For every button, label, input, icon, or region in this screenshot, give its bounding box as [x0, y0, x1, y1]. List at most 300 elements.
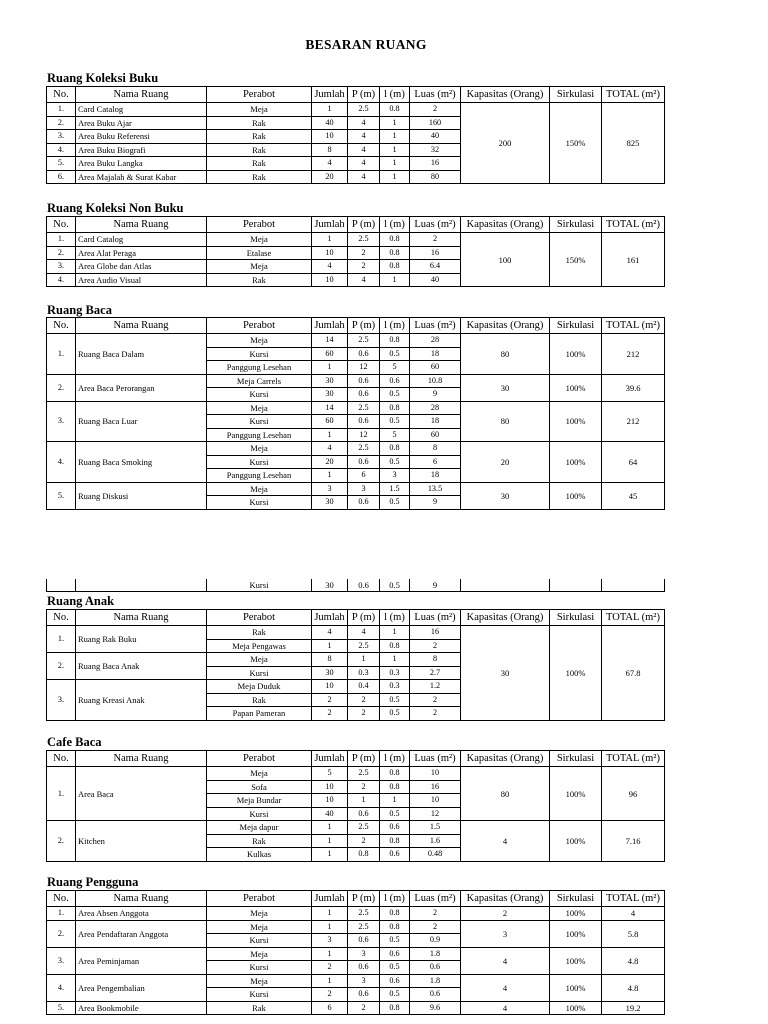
- section-title: Ruang Baca: [47, 303, 112, 317]
- furniture-cell: Kursi: [207, 579, 312, 592]
- furniture-cell: Kursi: [207, 807, 312, 821]
- quantity-cell: 14: [312, 334, 348, 348]
- total-cell: 825: [602, 103, 665, 184]
- furniture-cell: Kursi: [207, 961, 312, 975]
- room-name: Area Bookmobile: [76, 1001, 207, 1015]
- furniture-cell: Meja: [207, 103, 312, 117]
- room-name: Area Baca Perorangan: [76, 374, 207, 401]
- width-cell: 0.5: [380, 579, 410, 592]
- length-cell: 2.5: [348, 907, 380, 921]
- length-cell: 0.6: [348, 496, 380, 510]
- column-header-sirkulasi: Sirkulasi: [550, 87, 602, 103]
- width-cell: 0.8: [380, 103, 410, 117]
- furniture-cell: Rak: [207, 273, 312, 287]
- capacity-cell: 80: [461, 767, 550, 821]
- length-cell: 6: [348, 469, 380, 483]
- column-header-nama-ruang: Nama Ruang: [76, 87, 207, 103]
- total-cell: 39.6: [602, 374, 665, 401]
- room-name: Area Peminjaman: [76, 947, 207, 974]
- width-cell: 1: [380, 626, 410, 640]
- length-cell: 4: [348, 157, 380, 171]
- quantity-cell: 1: [312, 361, 348, 375]
- quantity-cell: 1: [312, 920, 348, 934]
- room-name: Ruang Baca Dalam: [76, 334, 207, 375]
- length-cell: 2.5: [348, 767, 380, 781]
- row-number: 1.: [47, 767, 76, 821]
- column-header-l: l (m): [380, 891, 410, 907]
- table-row: [47, 334, 665, 348]
- furniture-cell: Meja: [207, 920, 312, 934]
- width-cell: 0.5: [380, 934, 410, 948]
- row-number: 5.: [47, 1001, 76, 1015]
- row-number: 6.: [47, 170, 76, 184]
- width-cell: 1.5: [380, 482, 410, 496]
- width-cell: 0.8: [380, 780, 410, 794]
- area-cell: 1.8: [410, 974, 461, 988]
- length-cell: 2: [348, 707, 380, 721]
- area-cell: 40: [410, 273, 461, 287]
- area-cell: 9.6: [410, 1001, 461, 1015]
- area-cell: 0.6: [410, 961, 461, 975]
- furniture-cell: Papan Pameran: [207, 707, 312, 721]
- area-cell: 2: [410, 103, 461, 117]
- length-cell: 3: [348, 947, 380, 961]
- quantity-cell: 8: [312, 653, 348, 667]
- area-cell: 28: [410, 334, 461, 348]
- width-cell: 0.6: [380, 821, 410, 835]
- area-cell: 10.8: [410, 374, 461, 388]
- quantity-cell: 1: [312, 947, 348, 961]
- column-header-no: No.: [47, 751, 76, 767]
- width-cell: 0.3: [380, 680, 410, 694]
- length-cell: 12: [348, 361, 380, 375]
- total-cell: 4: [602, 907, 665, 921]
- length-cell: 4: [348, 170, 380, 184]
- width-cell: 0.8: [380, 334, 410, 348]
- circulation-cell: 100%: [550, 821, 602, 862]
- length-cell: 2.5: [348, 334, 380, 348]
- row-number: 2.: [47, 116, 76, 130]
- summary-cell: [461, 579, 550, 592]
- area-cell: 13.5: [410, 482, 461, 496]
- area-cell: 18: [410, 347, 461, 361]
- quantity-cell: 1: [312, 233, 348, 247]
- column-header-perabot: Perabot: [207, 751, 312, 767]
- length-cell: 4: [348, 143, 380, 157]
- column-header-nama-ruang: Nama Ruang: [76, 217, 207, 233]
- area-cell: 0.6: [410, 988, 461, 1002]
- row-number: 1.: [47, 103, 76, 117]
- area-cell: 2: [410, 707, 461, 721]
- area-cell: 12: [410, 807, 461, 821]
- length-cell: 0.6: [348, 988, 380, 1002]
- capacity-cell: 30: [461, 626, 550, 721]
- length-cell: 2.5: [348, 401, 380, 415]
- table-row: [47, 1001, 665, 1015]
- quantity-cell: 1: [312, 428, 348, 442]
- length-cell: 2: [348, 246, 380, 260]
- area-cell: 1.6: [410, 834, 461, 848]
- length-cell: 0.4: [348, 680, 380, 694]
- table-row: [47, 374, 665, 388]
- width-cell: 0.8: [380, 401, 410, 415]
- width-cell: 1: [380, 273, 410, 287]
- column-header-luas: Luas (m²): [410, 87, 461, 103]
- column-header-jumlah: Jumlah: [312, 751, 348, 767]
- furniture-cell: Meja: [207, 442, 312, 456]
- furniture-cell: Rak: [207, 834, 312, 848]
- furniture-cell: Rak: [207, 170, 312, 184]
- quantity-cell: 20: [312, 455, 348, 469]
- section-title: Ruang Koleksi Buku: [47, 71, 159, 85]
- width-cell: 0.8: [380, 834, 410, 848]
- area-cell: 28: [410, 401, 461, 415]
- table-row: [47, 482, 665, 496]
- length-cell: 4: [348, 626, 380, 640]
- capacity-cell: 4: [461, 947, 550, 974]
- row-number: 2.: [47, 821, 76, 862]
- circulation-cell: 100%: [550, 626, 602, 721]
- room-name: Ruang Kreasi Anak: [76, 680, 207, 721]
- length-cell: 3: [348, 482, 380, 496]
- column-header-no: No.: [47, 87, 76, 103]
- column-header-p: P (m): [348, 217, 380, 233]
- area-cell: 32: [410, 143, 461, 157]
- circulation-cell: 150%: [550, 103, 602, 184]
- furniture-cell: Rak: [207, 626, 312, 640]
- column-header-l: l (m): [380, 751, 410, 767]
- area-cell: 9: [410, 496, 461, 510]
- furniture-cell: Meja Bundar: [207, 794, 312, 808]
- column-header-total: TOTAL (m²): [602, 610, 665, 626]
- room-name: Card Catalog: [76, 233, 207, 247]
- area-cell: 0.48: [410, 848, 461, 862]
- column-header-sirkulasi: Sirkulasi: [550, 751, 602, 767]
- total-cell: 19.2: [602, 1001, 665, 1015]
- furniture-cell: Kursi: [207, 496, 312, 510]
- width-cell: 0.5: [380, 693, 410, 707]
- area-cell: 18: [410, 469, 461, 483]
- quantity-cell: 1: [312, 974, 348, 988]
- room-name: Area Buku Referensi: [76, 130, 207, 144]
- room-name: Ruang Diskusi: [76, 482, 207, 509]
- row-number: 1.: [47, 907, 76, 921]
- header-row: [47, 891, 665, 907]
- column-header-l: l (m): [380, 318, 410, 334]
- length-cell: 2.5: [348, 821, 380, 835]
- area-cell: 10: [410, 767, 461, 781]
- quantity-cell: 60: [312, 415, 348, 429]
- circulation-cell: 100%: [550, 947, 602, 974]
- total-cell: 4.8: [602, 947, 665, 974]
- width-cell: 1: [380, 143, 410, 157]
- total-cell: 7.16: [602, 821, 665, 862]
- column-header-sirkulasi: Sirkulasi: [550, 318, 602, 334]
- room-name: Area Pengembalian: [76, 974, 207, 1001]
- furniture-cell: Rak: [207, 693, 312, 707]
- table-continuation: [46, 579, 665, 592]
- column-header-total: TOTAL (m²): [602, 891, 665, 907]
- column-header-no: No.: [47, 318, 76, 334]
- circulation-cell: 100%: [550, 974, 602, 1001]
- column-header-total: TOTAL (m²): [602, 87, 665, 103]
- room-name: Area Audio Visual: [76, 273, 207, 287]
- room-name: Ruang Baca Luar: [76, 401, 207, 442]
- quantity-cell: 60: [312, 347, 348, 361]
- quantity-cell: 10: [312, 246, 348, 260]
- room-name: Area Buku Biografi: [76, 143, 207, 157]
- column-header-l: l (m): [380, 610, 410, 626]
- furniture-cell: Meja: [207, 767, 312, 781]
- circulation-cell: 100%: [550, 374, 602, 401]
- quantity-cell: 1: [312, 834, 348, 848]
- quantity-cell: 2: [312, 707, 348, 721]
- column-header-kapasitas: Kapasitas (Orang): [461, 87, 550, 103]
- column-header-p: P (m): [348, 318, 380, 334]
- total-cell: 212: [602, 334, 665, 375]
- length-cell: 2.5: [348, 103, 380, 117]
- length-cell: 4: [348, 130, 380, 144]
- furniture-cell: Meja: [207, 947, 312, 961]
- width-cell: 0.5: [380, 496, 410, 510]
- quantity-cell: 4: [312, 626, 348, 640]
- row-number: 1.: [47, 334, 76, 375]
- room-name: Ruang Rak Buku: [76, 626, 207, 653]
- width-cell: 0.5: [380, 388, 410, 402]
- width-cell: 1: [380, 170, 410, 184]
- furniture-cell: Meja: [207, 653, 312, 667]
- quantity-cell: 30: [312, 666, 348, 680]
- table-row: [47, 920, 665, 934]
- furniture-cell: Meja: [207, 233, 312, 247]
- circulation-cell: 100%: [550, 482, 602, 509]
- quantity-cell: 4: [312, 157, 348, 171]
- width-cell: 0.6: [380, 947, 410, 961]
- furniture-cell: Rak: [207, 143, 312, 157]
- width-cell: 0.3: [380, 666, 410, 680]
- width-cell: 3: [380, 469, 410, 483]
- column-header-perabot: Perabot: [207, 87, 312, 103]
- capacity-cell: 20: [461, 442, 550, 483]
- furniture-cell: Kursi: [207, 347, 312, 361]
- length-cell: 3: [348, 974, 380, 988]
- quantity-cell: 40: [312, 807, 348, 821]
- length-cell: 2: [348, 260, 380, 274]
- column-header-kapasitas: Kapasitas (Orang): [461, 318, 550, 334]
- row-number: 1.: [47, 626, 76, 653]
- column-header-no: No.: [47, 217, 76, 233]
- area-cell: 1.2: [410, 680, 461, 694]
- room-name: Area Absen Anggota: [76, 907, 207, 921]
- length-cell: 2: [348, 780, 380, 794]
- furniture-cell: Panggung Lesehan: [207, 469, 312, 483]
- column-header-kapasitas: Kapasitas (Orang): [461, 891, 550, 907]
- furniture-cell: Panggung Lesehan: [207, 361, 312, 375]
- header-row: [47, 610, 665, 626]
- capacity-cell: 4: [461, 1001, 550, 1015]
- circulation-cell: 150%: [550, 233, 602, 287]
- length-cell: 0.3: [348, 666, 380, 680]
- furniture-cell: Kursi: [207, 666, 312, 680]
- capacity-cell: 3: [461, 920, 550, 947]
- column-header-luas: Luas (m²): [410, 217, 461, 233]
- furniture-cell: Meja: [207, 334, 312, 348]
- column-header-total: TOTAL (m²): [602, 751, 665, 767]
- length-cell: 12: [348, 428, 380, 442]
- room-name: Area Globe dan Atlas: [76, 260, 207, 274]
- width-cell: 0.5: [380, 455, 410, 469]
- furniture-cell: Kursi: [207, 388, 312, 402]
- total-cell: 45: [602, 482, 665, 509]
- quantity-cell: 2: [312, 961, 348, 975]
- width-cell: 0.6: [380, 974, 410, 988]
- column-header-p: P (m): [348, 891, 380, 907]
- room-name: Area Buku Ajar: [76, 116, 207, 130]
- total-cell: 67.8: [602, 626, 665, 721]
- area-cell: 60: [410, 428, 461, 442]
- column-header-sirkulasi: Sirkulasi: [550, 610, 602, 626]
- area-cell: 1.8: [410, 947, 461, 961]
- length-cell: 0.6: [348, 347, 380, 361]
- row-number: 4.: [47, 143, 76, 157]
- column-header-nama-ruang: Nama Ruang: [76, 891, 207, 907]
- furniture-cell: Meja Pengawas: [207, 639, 312, 653]
- furniture-cell: Etalase: [207, 246, 312, 260]
- quantity-cell: 4: [312, 442, 348, 456]
- quantity-cell: 30: [312, 579, 348, 592]
- quantity-cell: 10: [312, 794, 348, 808]
- column-header-perabot: Perabot: [207, 318, 312, 334]
- quantity-cell: 10: [312, 130, 348, 144]
- row-number: 3.: [47, 680, 76, 721]
- quantity-cell: 40: [312, 116, 348, 130]
- width-cell: 5: [380, 428, 410, 442]
- width-cell: 0.8: [380, 233, 410, 247]
- capacity-cell: 30: [461, 374, 550, 401]
- quantity-cell: 4: [312, 260, 348, 274]
- length-cell: 0.6: [348, 579, 380, 592]
- capacity-cell: 30: [461, 482, 550, 509]
- row-number: 4.: [47, 273, 76, 287]
- row-number: 2.: [47, 920, 76, 947]
- column-header-no: No.: [47, 610, 76, 626]
- row-number: 4.: [47, 442, 76, 483]
- row-number: 3.: [47, 401, 76, 442]
- column-header-p: P (m): [348, 610, 380, 626]
- quantity-cell: 3: [312, 934, 348, 948]
- circulation-cell: 100%: [550, 907, 602, 921]
- table-row: [47, 579, 665, 592]
- room-name: Area Alat Peraga: [76, 246, 207, 260]
- quantity-cell: 2: [312, 693, 348, 707]
- section-table: [46, 890, 665, 1015]
- width-cell: 0.8: [380, 639, 410, 653]
- room-name: Area Baca: [76, 767, 207, 821]
- capacity-cell: 100: [461, 233, 550, 287]
- circulation-cell: 100%: [550, 767, 602, 821]
- column-header-jumlah: Jumlah: [312, 318, 348, 334]
- room-name: Kitchen: [76, 821, 207, 862]
- section-table: [46, 750, 665, 862]
- column-header-luas: Luas (m²): [410, 318, 461, 334]
- area-cell: 6.4: [410, 260, 461, 274]
- furniture-cell: Rak: [207, 130, 312, 144]
- table-row: [47, 947, 665, 961]
- capacity-cell: 200: [461, 103, 550, 184]
- length-cell: 2: [348, 693, 380, 707]
- circulation-cell: 100%: [550, 920, 602, 947]
- length-cell: 1: [348, 794, 380, 808]
- section-title: Ruang Anak: [47, 594, 115, 608]
- column-header-jumlah: Jumlah: [312, 610, 348, 626]
- column-header-l: l (m): [380, 217, 410, 233]
- total-cell: 4.8: [602, 974, 665, 1001]
- column-header-luas: Luas (m²): [410, 891, 461, 907]
- total-cell: 64: [602, 442, 665, 483]
- column-header-l: l (m): [380, 87, 410, 103]
- furniture-cell: Meja Carrels: [207, 374, 312, 388]
- quantity-cell: 20: [312, 170, 348, 184]
- capacity-cell: 80: [461, 401, 550, 442]
- area-cell: 2: [410, 907, 461, 921]
- furniture-cell: Panggung Lesehan: [207, 428, 312, 442]
- area-cell: 16: [410, 157, 461, 171]
- column-header-perabot: Perabot: [207, 891, 312, 907]
- width-cell: 0.8: [380, 246, 410, 260]
- row-number: 2.: [47, 653, 76, 680]
- document-title: BESARAN RUANG: [305, 37, 427, 52]
- summary-cell: [550, 579, 602, 592]
- area-cell: 1.5: [410, 821, 461, 835]
- length-cell: 0.6: [348, 455, 380, 469]
- area-cell: 2: [410, 920, 461, 934]
- row-number: 1.: [47, 233, 76, 247]
- column-header-total: TOTAL (m²): [602, 217, 665, 233]
- capacity-cell: 4: [461, 821, 550, 862]
- furniture-cell: Meja: [207, 482, 312, 496]
- quantity-cell: 1: [312, 907, 348, 921]
- total-cell: 96: [602, 767, 665, 821]
- section-title: Ruang Pengguna: [47, 875, 139, 889]
- area-cell: 16: [410, 626, 461, 640]
- column-header-luas: Luas (m²): [410, 610, 461, 626]
- row-number: 3.: [47, 947, 76, 974]
- row-number: 2.: [47, 374, 76, 401]
- circulation-cell: 100%: [550, 334, 602, 375]
- length-cell: 2.5: [348, 233, 380, 247]
- column-header-luas: Luas (m²): [410, 751, 461, 767]
- column-header-total: TOTAL (m²): [602, 318, 665, 334]
- area-cell: 9: [410, 579, 461, 592]
- total-cell: 5.8: [602, 920, 665, 947]
- row-number: 4.: [47, 974, 76, 1001]
- furniture-cell: Meja: [207, 260, 312, 274]
- width-cell: 0.8: [380, 442, 410, 456]
- width-cell: 1: [380, 653, 410, 667]
- section-table: [46, 609, 665, 721]
- column-header-kapasitas: Kapasitas (Orang): [461, 217, 550, 233]
- room-name: Area Pendaftaran Anggota: [76, 920, 207, 947]
- length-cell: 2.5: [348, 920, 380, 934]
- area-cell: 40: [410, 130, 461, 144]
- column-header-jumlah: Jumlah: [312, 217, 348, 233]
- table-row: [47, 767, 665, 781]
- furniture-cell: Rak: [207, 116, 312, 130]
- length-cell: 0.8: [348, 848, 380, 862]
- column-header-sirkulasi: Sirkulasi: [550, 217, 602, 233]
- table-row: [47, 442, 665, 456]
- room-name: [76, 579, 207, 592]
